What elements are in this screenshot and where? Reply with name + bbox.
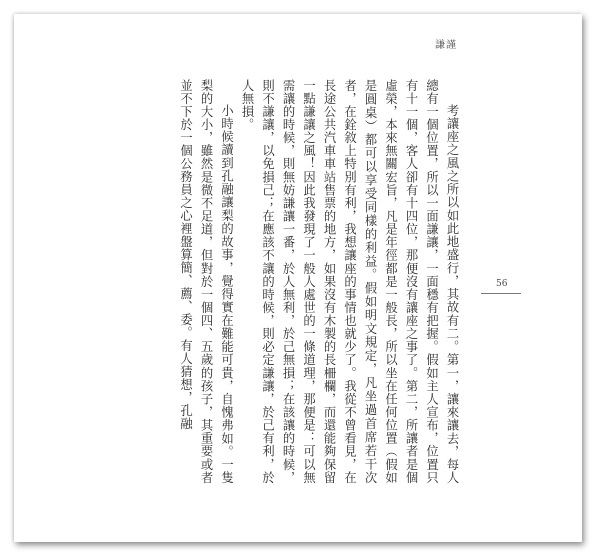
page-number: 56	[496, 279, 508, 289]
book-page	[14, 14, 582, 542]
running-head: 謙謹	[435, 40, 457, 51]
paragraph: 小時候讀到孔融讓梨的故事，覺得實在難能可貴，自愧弗如。一隻梨的大小，雖然是微不足道，但對於一個四、五歲的孩子，其重要或者並不下於一個公務員之心裡盤算簡、薦、委。有人猜想，孔融	[178, 79, 234, 484]
page-number-rule	[481, 293, 521, 294]
paragraph: 考讓座之風之所以如此地盛行，其故有二。第一，讓來讓去，每人總有一個位置，所以一面謙讓，一面穩有把握。假如主人宣布，位置只有十一個，客人卻有十四位，那便沒有讓座之事了。第二，所讓者是個虛榮，本來無關宏旨，凡是年徑都是一般長，所以坐在任何位置（假如是圓桌）都可以享受同樣的利益。假如明文規定，凡坐過首席若干次者，在銓敘上特別有利，我想讓座的事情也就少了。我從不曾看見，在長途公共汽車車站售票的地方，如果沒有木製的長柵欄，而還能夠保留一點謙讓之風！因此我發現了一般人處世的一條道理，那便是：可以無需讓的時候，則無妨謙讓一番，於人無利，於己無損；在該讓的時候，則不謙讓，以免損己；在應該不讓的時候，則必定謙讓，於己有利，於人無損。	[240, 79, 459, 484]
body-text	[175, 79, 462, 484]
